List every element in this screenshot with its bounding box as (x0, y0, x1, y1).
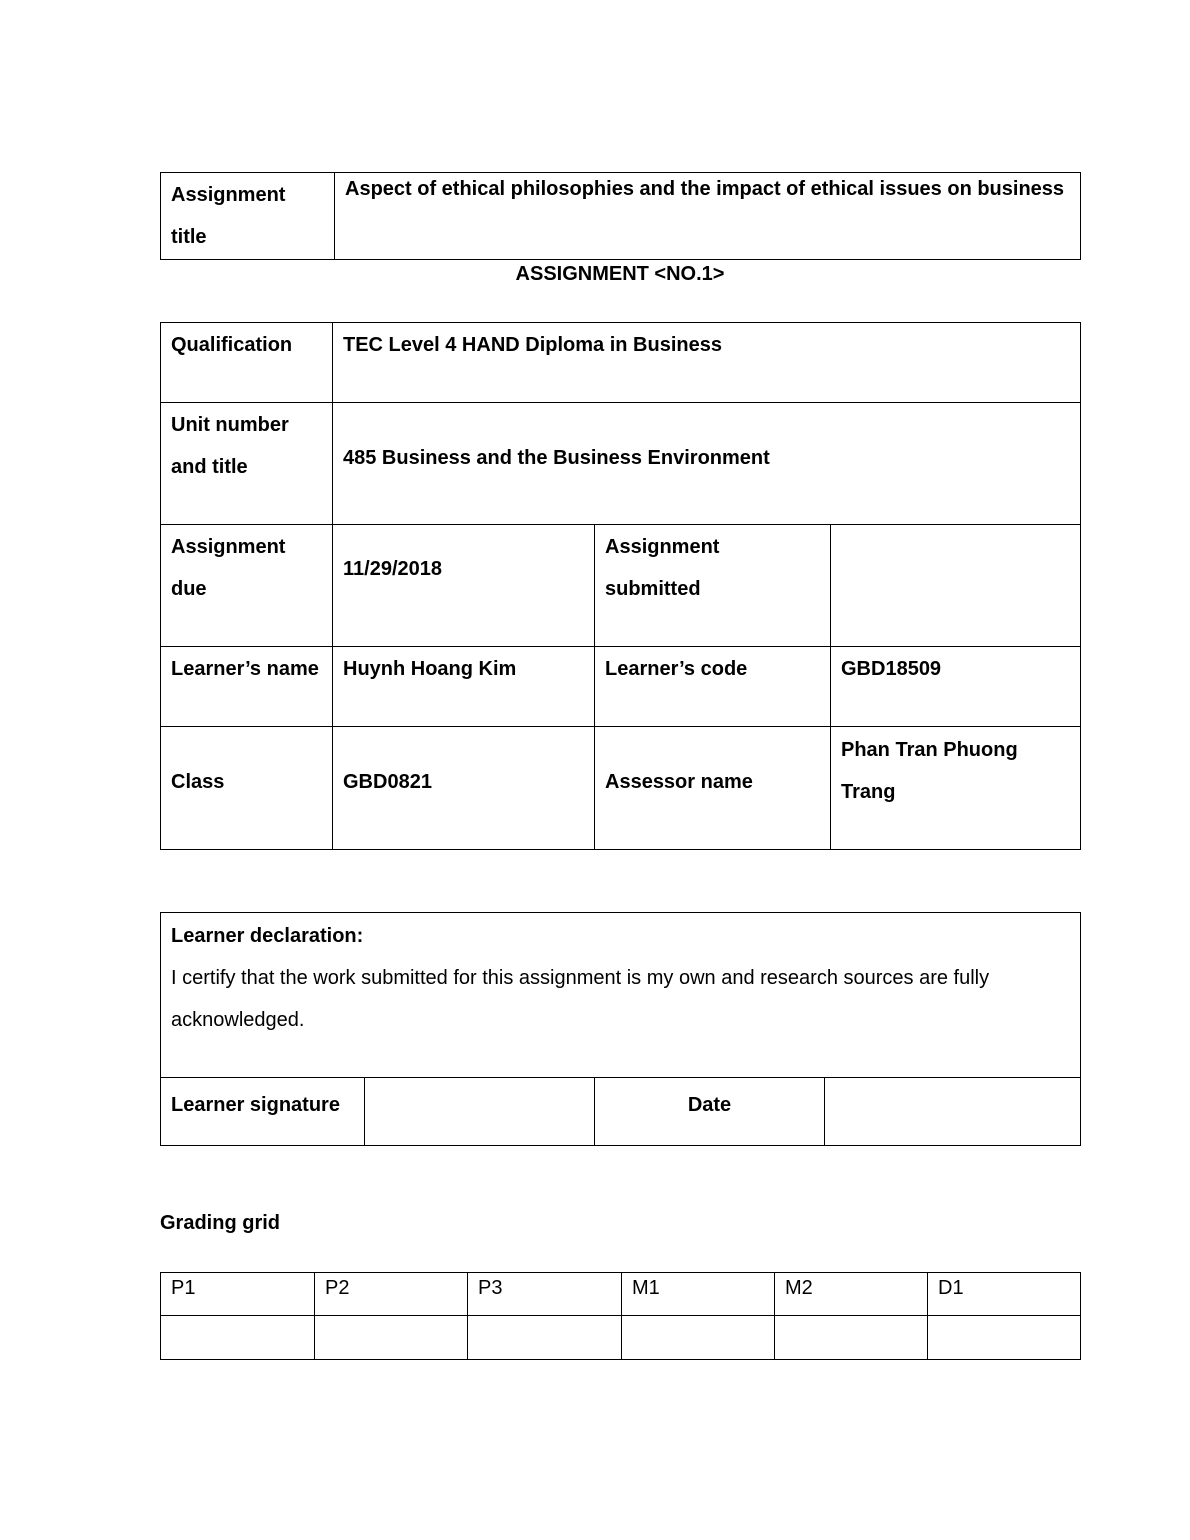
signature-field[interactable] (365, 1078, 595, 1146)
learner-code-label: Learner’s code (595, 647, 831, 727)
grade-header-p2: P2 (315, 1273, 468, 1316)
submitted-value (831, 525, 1081, 647)
declaration-text: I certify that the work submitted for this assignment is my own and research sources are fully acknowledged. (171, 967, 990, 1031)
due-label: Assignment due (161, 525, 333, 647)
assignment-heading: ASSIGNMENT <NO.1> (515, 263, 725, 285)
class-value: GBD0821 (333, 727, 595, 850)
assessor-label: Assessor name (595, 727, 831, 850)
assignment-title-label: Assignment title (161, 173, 335, 260)
grade-header-m1: M1 (622, 1273, 775, 1316)
grade-cell-p3[interactable] (468, 1316, 622, 1360)
assignment-title-value: Aspect of ethical philosophies and the impact of ethical issues on business (335, 173, 1081, 260)
assessor-value: Phan Tran Phuong Trang (831, 727, 1081, 850)
assignment-info-table (160, 322, 1081, 850)
grade-header-p1: P1 (161, 1273, 315, 1316)
learner-code-value: GBD18509 (831, 647, 1081, 727)
assignment-title-table (160, 172, 1081, 260)
grade-cell-d1[interactable] (928, 1316, 1081, 1360)
due-value: 11/29/2018 (333, 525, 595, 647)
learner-name-value: Huynh Hoang Kim (333, 647, 595, 727)
declaration-cell (161, 913, 1081, 1078)
grade-header-d1: D1 (928, 1273, 1081, 1316)
submitted-label: Assignment submitted (595, 525, 831, 647)
grade-header-m2: M2 (775, 1273, 928, 1316)
grade-cell-p1[interactable] (161, 1316, 315, 1360)
class-label: Class (161, 727, 333, 850)
date-label: Date (595, 1078, 825, 1146)
grade-header-p3: P3 (468, 1273, 622, 1316)
grading-grid (160, 1272, 1081, 1360)
qualification-label: Qualification (161, 323, 333, 403)
declaration-heading: Learner declaration: (171, 925, 364, 947)
learner-name-label: Learner’s name (161, 647, 333, 727)
grade-cell-p2[interactable] (315, 1316, 468, 1360)
grade-cell-m2[interactable] (775, 1316, 928, 1360)
date-field[interactable] (825, 1078, 1081, 1146)
unit-value: 485 Business and the Business Environment (333, 403, 1081, 525)
grade-cell-m1[interactable] (622, 1316, 775, 1360)
grading-heading: Grading grid (160, 1212, 280, 1234)
signature-label: Learner signature (161, 1078, 365, 1146)
declaration-table (160, 912, 1081, 1146)
unit-label: Unit number and title (161, 403, 333, 525)
qualification-value: TEC Level 4 HAND Diploma in Business (333, 323, 1081, 403)
